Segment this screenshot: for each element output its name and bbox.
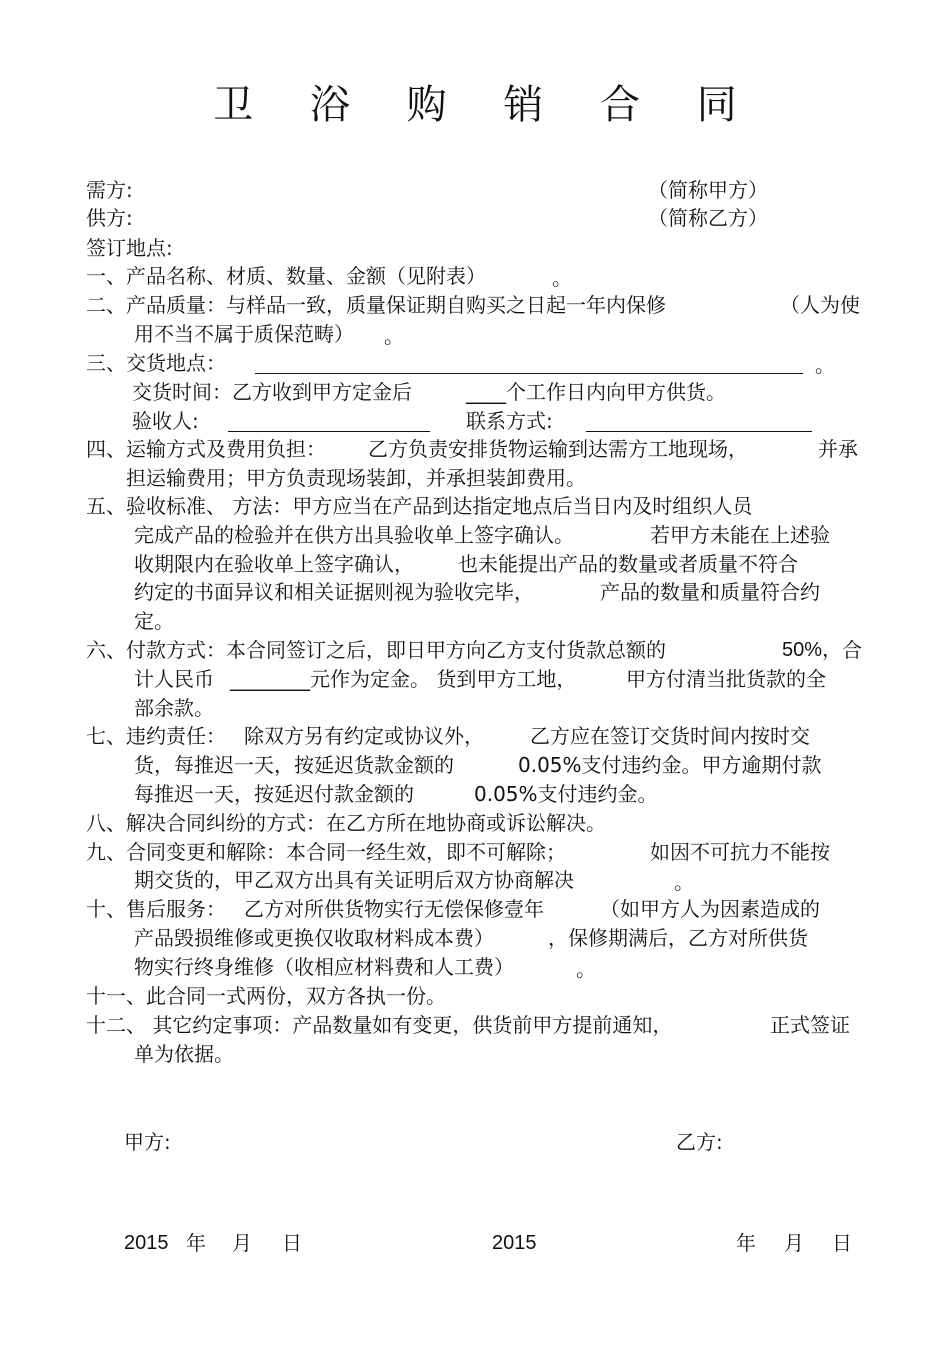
- clause-2-line-1: 二、产品质量：与样品一致，质量保证期自购买之日起一年内保修: [86, 293, 666, 317]
- clause-6-line-1: 六、付款方式：本合同签订之后，即日甲方向乙方支付货款总额的: [86, 638, 666, 662]
- party-b-month-char: 月: [784, 1231, 804, 1255]
- clause-5-line-4-tail: 产品的数量和质量符合约: [600, 580, 820, 604]
- clause-7-text: 除双方另有约定或协议外，: [244, 724, 484, 748]
- party-b-day-char: 日: [832, 1231, 852, 1255]
- clause-2-line-1-tail: （人为使: [780, 293, 860, 317]
- deposit-amount-text: ________元作为定金。 货到甲方工地，: [230, 667, 577, 691]
- receiver-label: 验收人:: [132, 409, 199, 433]
- clause-7-tail: 乙方应在签订交货时间内按时交: [530, 724, 810, 748]
- party-b-year-char: 年: [736, 1231, 756, 1255]
- clause-11: 十一、此合同一式两份，双方各执一份。: [86, 984, 446, 1008]
- clause-10-end: 。: [576, 957, 596, 981]
- clause-9-line-1: 九、合同变更和解除：本合同一经生效，即不可解除；: [86, 840, 566, 864]
- clause-7-line-2: 货，每推迟一天，按延迟货款金额的: [134, 753, 454, 777]
- buyer-label: 需方:: [86, 178, 133, 202]
- clause-5-line-2-tail: 若甲方未能在上述验: [650, 523, 830, 547]
- seller-note: （简称乙方）: [648, 206, 768, 230]
- clause-2-line-2: 用不当不属于质保范畴）: [134, 322, 354, 346]
- party-b-signature-label: 乙方:: [676, 1130, 723, 1154]
- party-a-year: 2015: [124, 1232, 169, 1254]
- clause-1-end: 。: [552, 266, 572, 290]
- clause-7-line-3-tail: 0.05%支付违约金。: [474, 782, 658, 806]
- clause-5-line-3-tail: 也未能提出产品的数量或者质量不符合: [458, 552, 798, 576]
- clause-4-text: 乙方负责安排货物运输到达需方工地现场，: [368, 437, 748, 461]
- clause-3-label: 三、交货地点：: [86, 351, 226, 375]
- clause-9-end: 。: [674, 870, 694, 894]
- delivery-place-blank[interactable]: [255, 352, 803, 374]
- clause-7-line-2-tail: 0.05%支付违约金。甲方逾期付款: [518, 753, 822, 777]
- page-title: 卫 浴 购 销 合 同: [213, 82, 759, 128]
- clause-10-tail: （如甲方人为因素造成的: [600, 897, 820, 921]
- clause-4-heading: 四、运输方式及费用负担：: [86, 437, 326, 461]
- clause-7-heading: 七、违约责任：: [86, 724, 226, 748]
- clause-5-line-5: 定。: [134, 609, 174, 633]
- clause-10-line-2-tail: ，保修期满后，乙方对所供货: [548, 926, 808, 950]
- contact-blank[interactable]: [586, 410, 812, 432]
- contact-label: 联系方式:: [466, 409, 553, 433]
- clause-9-line-2: 期交货的，甲乙双方出具有关证明后双方协商解决: [134, 868, 574, 892]
- clause-7-line-3: 每推迟一天，按延迟付款金额的: [134, 782, 414, 806]
- clause-10-heading: 十、售后服务：: [86, 897, 226, 921]
- party-a-day-char: 日: [282, 1231, 302, 1255]
- clause-6-line-2-tail: 甲方付清当批货款的全: [626, 667, 826, 691]
- clause-8: 八、解决合同纠纷的方式：在乙方所在地协商或诉讼解决。: [86, 811, 606, 835]
- clause-5-line-3: 收期限内在验收单上签字确认，: [134, 552, 414, 576]
- buyer-note: （简称甲方）: [648, 178, 768, 202]
- clause-10-text: 乙方对所供货物实行无偿保修壹年: [244, 897, 544, 921]
- seller-label: 供方:: [86, 206, 133, 230]
- clause-2-end: 。: [384, 324, 404, 348]
- clause-4-tail: 并承: [818, 437, 858, 461]
- party-a-signature-label: 甲方:: [124, 1130, 171, 1154]
- clause-1: 一、产品名称、材质、数量、金额（见附表）: [86, 264, 486, 288]
- clause-6-line-3: 部余款。: [134, 696, 214, 720]
- clause-4-line-2: 担运输费用；甲方负责现场装卸，并承担装卸费用。: [126, 466, 586, 490]
- party-a-month-char: 月: [232, 1231, 252, 1255]
- signing-place-label: 签订地点:: [86, 236, 173, 260]
- clause-10-line-3: 物实行终身维修（收相应材料费和人工费）: [134, 955, 514, 979]
- clause-5-line-4: 约定的书面异议和相关证据则视为验收完毕，: [134, 580, 534, 604]
- receiver-blank[interactable]: [228, 410, 430, 432]
- party-b-year: 2015: [492, 1232, 537, 1254]
- clause-12-line-2: 单为依据。: [134, 1042, 234, 1066]
- delivery-time-text: ____个工作日内向甲方供货。: [466, 380, 726, 404]
- clause-6-line-2: 计人民币: [134, 667, 214, 691]
- delivery-time-label: 交货时间：乙方收到甲方定金后: [132, 380, 412, 404]
- clause-5-line-2: 完成产品的检验并在供方出具验收单上签字确认。: [134, 523, 574, 547]
- party-a-year-char: 年: [186, 1231, 206, 1255]
- clause-9-line-1-tail: 如因不可抗力不能按: [650, 840, 830, 864]
- clause-12-line-1-tail: 正式签证: [770, 1013, 850, 1037]
- clause-10-line-2: 产品毁损维修或更换仅收取材料成本费）: [134, 926, 494, 950]
- clause-12-line-1: 十二、 其它约定事项：产品数量如有变更，供货前甲方提前通知，: [86, 1013, 673, 1037]
- clause-3-end: 。: [815, 353, 835, 377]
- deposit-percent: 50%，: [782, 639, 843, 661]
- clause-5-line-1: 五、验收标准、 方法：甲方应当在产品到达指定地点后当日内及时组织人员: [86, 494, 753, 518]
- clause-6-line-1-tail: 合: [842, 638, 862, 662]
